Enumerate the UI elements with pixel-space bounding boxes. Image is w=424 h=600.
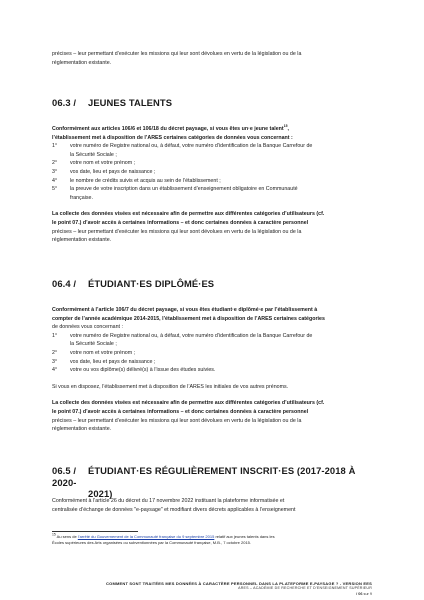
section-065-heading <box>52 465 372 500</box>
list-item: 4° votre ou vos diplôme(s) délivré(s) à l’issue des études suivies. <box>52 367 216 374</box>
footnote <box>52 534 372 545</box>
footnote-prefix: Au sens de <box>56 534 78 539</box>
section-064-title: ÉTUDIANT·ES DIPLÔMÉ·ES <box>88 278 215 289</box>
list-item: 1° votre numéro de Registre national ou, à défaut, votre numéro d’identification de la Banque Carrefour de la Sécurité Sociale ; <box>52 143 313 158</box>
section-064-collect-4: réglementation existante. <box>52 426 112 433</box>
page-number <box>356 592 372 596</box>
section-064-number: 06.4 / <box>52 278 77 289</box>
intro-paragraph <box>52 50 372 67</box>
intro-line-1: précises – leur permettant d’exécuter les missions qui leur sont dévolues en vertu de la législation ou de la <box>52 51 302 57</box>
section-065-lead-1: Conformément à l’article 26 du décret du 17 novembre 2022 instituant la plateforme informatisée et <box>52 498 285 504</box>
footnote-suffix: relatif aux jeunes talents dans les <box>214 534 275 539</box>
list-item: 3° vos date, lieu et pays de naissance ; <box>52 168 156 175</box>
section-063-collect-4: réglementation existante. <box>52 237 112 244</box>
list-item: 4° le nombre de crédits suivis et acquis au sein de l’établissement ; <box>52 177 221 184</box>
section-063-number: 06.3 / <box>52 97 77 108</box>
list-item: 3° vos date, lieu et pays de naissance ; <box>52 358 156 365</box>
section-064-body <box>52 306 372 434</box>
section-064-collect-2: le point 07.) d’avoir accès à certaines informations – et donc certaines données à caractère personnel <box>52 408 309 415</box>
section-064-lead-3: de données vous concernant : <box>52 324 123 331</box>
section-065-title-line-2: 2021) <box>88 488 113 499</box>
section-063-collect-2: le point 07.) d’avoir accès à certaines informations – et donc certaines données à caractère personnel <box>52 219 309 226</box>
footer-organization: ARES – ACADÉMIE DE RECHERCHE ET D’ENSEIGNEMENT SUPÉRIEUR <box>238 586 372 590</box>
section-063-body: Conformément aux articles 106/6 et 106/18 du décret paysage, si vous êtes un·e jeune talent$^{15}$, l’établissement met à disposition de l’ARES certaines catégories de données vous concernant : 1° votre numéro de Registre national ou, à défaut, votre numéro d’identification de la Banque Carrefour de la Sécurité Sociale ; 2° votre nom et votre prénom ; 3° vos date, lieu et pays de naissance ; 4° le nombre de crédits suivis et acquis au sein de l’établissement ; 5° la preuve de votre inscription dans un établissement d’enseignement obligatoire en Communauté française. La collecte des données visées est nécessaire afin de permettre aux différentes catégories d’utilisateurs (cf. le point 07.) d’avoir accès à certaines informations – et donc certaines données à caractère personnel précises – leur permettant d’exécuter les missions qui leur sont dévolues en vertu de la législation ou de la réglementation existante. <box>52 125 372 245</box>
section-063-collect-3: précises – leur permettant d’exécuter les missions qui leur sont dévolues en vertu de la législation ou de la <box>52 228 302 235</box>
list-item: 5° la preuve de votre inscription dans un établissement d’enseignement obligatoire en Communauté française. <box>52 186 298 201</box>
footnote-line-2: Écoles supérieures des Arts organisées ou subventionnées par la Communauté française, M.B., 7 octobre 2015. <box>52 539 252 545</box>
section-063-collect-1: La collecte des données visées est nécessaire afin de permettre aux différentes catégories d’utilisateurs (cf. <box>52 211 325 218</box>
section-063-lead-2: l’établissement met à disposition de l’ARES certaines catégories de données vous concernant : <box>52 134 293 141</box>
list-item: 2° votre nom et votre prénom ; <box>52 349 136 356</box>
section-065-number: 06.5 / <box>52 465 77 476</box>
list-item: 1° votre numéro de Registre national ou, à défaut, votre numéro d’identification de la Banque Carrefour de la Sécurité Sociale ; <box>52 332 313 348</box>
section-065-body <box>52 497 372 514</box>
section-064-collect-3: précises – leur permettant d’exécuter les missions qui leur sont dévolues en vertu de la législation ou de la <box>52 417 302 424</box>
section-065-title-line-1: ÉTUDIANT·ES RÉGULIÈREMENT INSCRIT·ES (2017-2018 À 2020- <box>52 465 356 488</box>
intro-line-2: réglementation existante. <box>52 59 112 66</box>
footer-document-title: COMMENT SONT TRAITÉES MES DONNÉES À CARACTÈRE PERSONNEL DANS LA PLATEFORME E-PAYSAGE ? - VERSION EES <box>106 581 372 586</box>
section-064-note: Si vous en disposez, l’établissement met à disposition de l’ARES les initiales de vos autres prénoms. <box>52 383 289 390</box>
footnote-ref-15: 15 <box>283 124 288 129</box>
section-063-heading <box>52 97 372 109</box>
section-065-lead-2: centralisée d’échange de données "e-paysage" et modifiant divers décrets applicables à l’enseignement <box>52 506 296 513</box>
page-current: / 06 <box>356 592 363 596</box>
page-total: sur 9 <box>363 592 372 596</box>
list-item: 2° votre nom et votre prénom ; <box>52 160 136 167</box>
footnote-divider <box>52 531 138 532</box>
section-064-heading <box>52 278 372 290</box>
section-064-collect-1: La collecte des données visées est nécessaire afin de permettre aux différentes catégories d’utilisateurs (cf. <box>52 400 325 407</box>
section-064-lead-1: Conformément à l’article 106/7 du décret paysage, si vous êtes étudiant·e diplômé·e par l’établissement à <box>52 307 318 313</box>
section-063-lead-1: Conformément aux articles 106/6 et 106/18 du décret paysage, si vous êtes un·e jeune talent <box>52 126 284 132</box>
footnote-link[interactable]: l’arrêté du Gouvernement de la Communauté française du 9 septembre 2015 <box>77 534 215 539</box>
section-063-title: JEUNES TALENTS <box>88 97 173 108</box>
section-064-lead-2: compter de l’année académique 2014-2015, l’établissement met à disposition de l’ARES certaines catégories <box>52 315 325 322</box>
footnote-number: 15 <box>52 532 56 537</box>
